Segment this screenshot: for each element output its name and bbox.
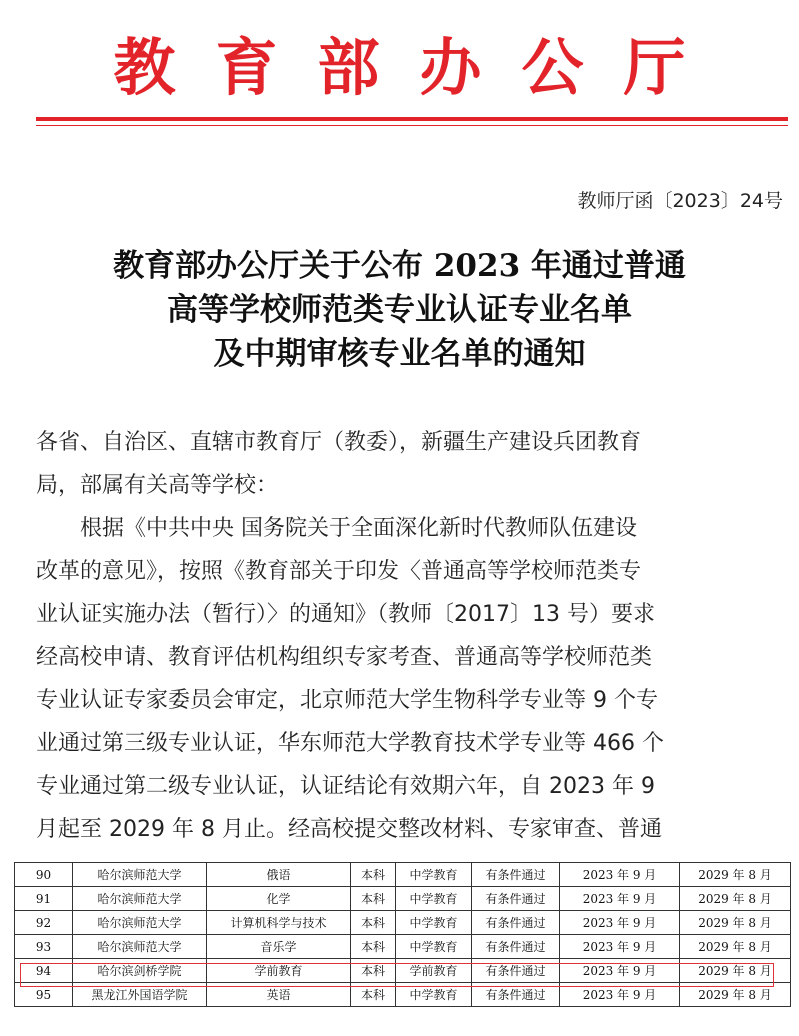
cell-major: 音乐学: [207, 935, 351, 959]
certification-table: [14, 862, 790, 1007]
body-line: 业认证实施办法（暂行）〉的通知》（教师〔2017〕13 号）要求: [36, 602, 655, 627]
body-line: 各省、自治区、直辖市教育厅（教委），新疆生产建设兵团教育: [36, 430, 642, 455]
cell-major: 俄语: [207, 863, 351, 887]
cell-start: 2023 年 9 月: [560, 983, 680, 1007]
cell-start: 2023 年 9 月: [560, 911, 680, 935]
cell-school: 哈尔滨师范大学: [73, 863, 207, 887]
notice-title: [0, 244, 799, 376]
cell-no: 94: [15, 959, 73, 983]
cell-result: 有条件通过: [472, 863, 560, 887]
cell-category: 中学教育: [396, 911, 472, 935]
notice-title-line-2: 高等学校师范类专业认证专业名单: [167, 292, 632, 328]
cell-level: 本科: [351, 911, 396, 935]
cell-category: 学前教育: [396, 959, 472, 983]
body-line: 月起至 2029 年 8 月止。经高校提交整改材料、专家审查、普通: [36, 817, 662, 842]
cell-end: 2029 年 8 月: [680, 911, 791, 935]
cell-major: 计算机科学与技术: [207, 911, 351, 935]
cell-start: 2023 年 9 月: [560, 959, 680, 983]
table-row: [15, 887, 791, 911]
cell-end: 2029 年 8 月: [680, 887, 791, 911]
cell-end: 2029 年 8 月: [680, 935, 791, 959]
cell-level: 本科: [351, 935, 396, 959]
table-row-highlighted: [15, 959, 791, 983]
table-row: [15, 983, 791, 1007]
cell-category: 中学教育: [396, 863, 472, 887]
body-line: 根据《中共中央 国务院关于全面深化新时代教师队伍建设: [80, 516, 637, 541]
notice-title-line-1: 教育部办公厅关于公布 2023 年通过普通: [113, 248, 686, 284]
cell-category: 中学教育: [396, 983, 472, 1007]
cell-school: 哈尔滨师范大学: [73, 911, 207, 935]
cell-no: 90: [15, 863, 73, 887]
table-row: [15, 911, 791, 935]
masthead-title: 教育部办公厅: [113, 30, 726, 104]
cell-school: 哈尔滨师范大学: [73, 887, 207, 911]
body-line: 业通过第三级专业认证，华东师范大学教育技术学专业等 466 个: [36, 731, 664, 756]
cell-no: 92: [15, 911, 73, 935]
cell-result: 有条件通过: [472, 959, 560, 983]
cell-no: 91: [15, 887, 73, 911]
cell-start: 2023 年 9 月: [560, 935, 680, 959]
cell-level: 本科: [351, 887, 396, 911]
body-line: 专业通过第二级专业认证，认证结论有效期六年，自 2023 年 9: [36, 774, 655, 799]
cell-level: 本科: [351, 959, 396, 983]
document-number: 教师厅函〔2023〕24号: [577, 190, 783, 212]
masthead: [0, 22, 799, 102]
cell-school: 哈尔滨师范大学: [73, 935, 207, 959]
cell-major: 英语: [207, 983, 351, 1007]
cell-no: 95: [15, 983, 73, 1007]
cell-category: 中学教育: [396, 935, 472, 959]
cell-result: 有条件通过: [472, 911, 560, 935]
cell-result: 有条件通过: [472, 887, 560, 911]
cell-major: 学前教育: [207, 959, 351, 983]
cell-level: 本科: [351, 863, 396, 887]
table-row: [15, 935, 791, 959]
cell-major: 化学: [207, 887, 351, 911]
body-text: [36, 421, 788, 851]
cell-start: 2023 年 9 月: [560, 863, 680, 887]
notice-title-line-3: 及中期审核专业名单的通知: [213, 336, 586, 372]
certification-table-grid: [14, 862, 791, 1007]
red-rule-thin: [36, 125, 788, 126]
body-line: 专业认证专家委员会审定，北京师范大学生物科学专业等 9 个专: [36, 688, 658, 713]
cell-end: 2029 年 8 月: [680, 983, 791, 1007]
cell-no: 93: [15, 935, 73, 959]
cell-school: 黑龙江外国语学院: [73, 983, 207, 1007]
body-line: 改革的意见》，按照《教育部关于印发〈普通高等学校师范类专: [36, 559, 642, 584]
cell-result: 有条件通过: [472, 983, 560, 1007]
cell-start: 2023 年 9 月: [560, 887, 680, 911]
body-line: 经高校申请、教育评估机构组织专家考查、普通高等学校师范类: [36, 645, 653, 670]
cell-result: 有条件通过: [472, 935, 560, 959]
table-row: [15, 863, 791, 887]
cell-category: 中学教育: [396, 887, 472, 911]
cell-end: 2029 年 8 月: [680, 863, 791, 887]
cell-level: 本科: [351, 983, 396, 1007]
cell-school: 哈尔滨剑桥学院: [73, 959, 207, 983]
body-line: 局，部属有关高等学校：: [36, 473, 279, 498]
red-rule-thick: [36, 117, 788, 121]
cell-end: 2029 年 8 月: [680, 959, 791, 983]
